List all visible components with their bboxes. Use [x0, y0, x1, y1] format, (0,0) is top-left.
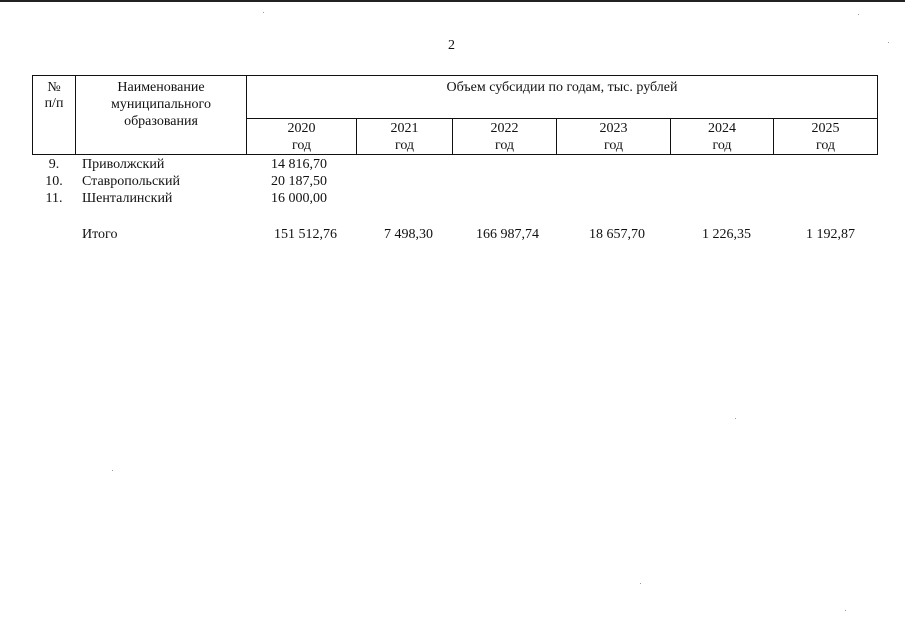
scan-speck — [858, 14, 859, 15]
grid-bottom-line — [32, 154, 878, 155]
total-2022: 166 987,74 — [476, 227, 539, 242]
grid-years-line — [246, 118, 878, 119]
header-year-2021: 2021 — [390, 121, 419, 136]
header-name-line1: Наименование — [117, 80, 205, 95]
total-2025: 1 192,87 — [806, 227, 855, 242]
scan-speck — [888, 42, 889, 43]
row-value-2020: 20 187,50 — [271, 174, 327, 189]
total-2021: 7 498,30 — [384, 227, 433, 242]
header-year-unit: год — [712, 138, 732, 153]
scan-speck — [112, 470, 113, 471]
scan-speck — [263, 12, 264, 13]
header-no: № — [47, 80, 61, 95]
row-value-2020: 16 000,00 — [271, 191, 327, 206]
row-number: 11. — [45, 191, 63, 206]
header-year-unit: год — [603, 138, 624, 153]
header-year-2025: 2025 — [811, 121, 840, 136]
header-volume: Объем субсидии по годам, тыс. рублей — [446, 80, 678, 95]
header-year-unit: год — [815, 138, 836, 153]
header-year-unit: год — [494, 138, 515, 153]
page-number: 2 — [448, 38, 455, 53]
row-number: 10. — [45, 174, 63, 189]
scan-speck — [640, 583, 641, 584]
total-label: Итого — [82, 227, 118, 242]
page-top-border — [0, 0, 905, 2]
total-2023: 18 657,70 — [589, 227, 645, 242]
header-year-unit: год — [394, 138, 415, 153]
row-name: Приволжский — [82, 157, 165, 172]
header-year-2023: 2023 — [599, 121, 628, 136]
total-2020: 151 512,76 — [274, 227, 337, 242]
header-year-2024: 2024 — [708, 121, 736, 136]
header-name-line3: образования — [124, 114, 198, 129]
scan-speck — [845, 610, 846, 611]
grid-top-line — [32, 75, 878, 76]
header-year-2022: 2022 — [490, 121, 519, 136]
row-name: Шенталинский — [82, 191, 173, 206]
header-year-2020: 2020 — [287, 121, 316, 136]
header-no-pp: п/п — [44, 96, 64, 111]
scan-speck — [735, 418, 736, 419]
header-name-line2: муниципального — [111, 97, 211, 112]
row-value-2020: 14 816,70 — [271, 157, 327, 172]
row-number: 9. — [48, 157, 60, 172]
row-name: Ставропольский — [82, 174, 180, 189]
grid-vline — [877, 75, 878, 155]
header-year-unit: год — [291, 138, 312, 153]
total-2024: 1 226,35 — [702, 227, 751, 242]
